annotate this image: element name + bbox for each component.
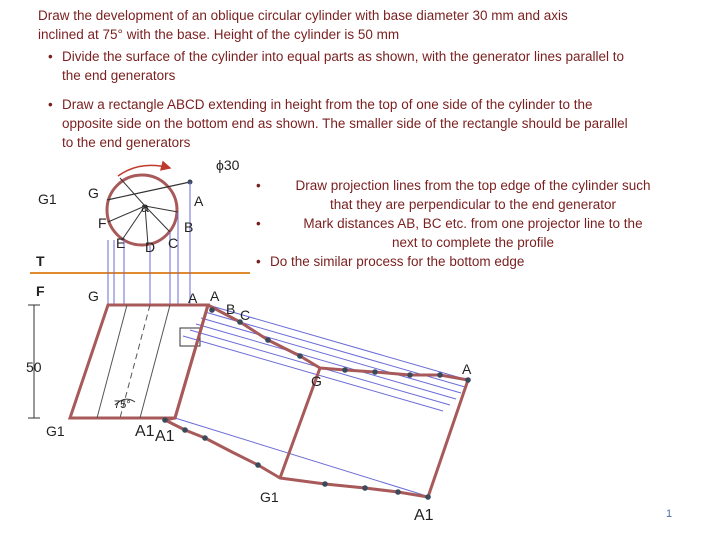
dev-point	[265, 337, 271, 343]
label-a1-bottom: A1	[414, 507, 434, 524]
bullet-5-line-1: Do the similar process for the bottom edge	[270, 254, 525, 269]
dev-point	[407, 372, 413, 378]
label-g-circle: G	[88, 185, 99, 201]
label-a-front: A	[188, 290, 198, 306]
dev-point	[342, 367, 348, 373]
projection-line-a1	[175, 418, 430, 497]
dev-point	[362, 485, 368, 491]
bullet-4-line-1: • Mark distances AB, BC etc. from one projector line to the	[303, 216, 643, 231]
dev-point	[372, 369, 378, 375]
label-angle: 75°	[114, 399, 131, 411]
label-a1-front: A1	[135, 423, 155, 440]
label-g1-bottom: G1	[260, 489, 279, 505]
dev-point	[255, 462, 261, 468]
label-a1-dev: A1	[155, 428, 175, 445]
labels	[26, 157, 472, 524]
heading-line-1: Draw the development of an oblique circular cylinder with base diameter 30 mm and axis	[38, 8, 568, 23]
dev-point	[437, 372, 443, 378]
slide-number: 1	[666, 508, 673, 520]
projection-line-d	[196, 324, 456, 399]
label-c-dev: C	[240, 307, 251, 323]
label-e-circle: E	[116, 235, 126, 251]
label-g-mid: G	[311, 373, 322, 389]
dev-point	[425, 494, 431, 500]
label-diameter: ϕ30	[216, 157, 240, 173]
label-g1-top: G1	[38, 191, 57, 207]
label-a-mid: A	[462, 361, 472, 377]
label-g1-left: G1	[46, 423, 65, 439]
bullet-3-line-2: that they are perpendicular to the end generator	[330, 197, 616, 212]
dev-point	[395, 489, 401, 495]
label-height: 50	[26, 359, 42, 375]
dev-point	[182, 427, 188, 433]
label-f: F	[36, 283, 45, 299]
dev-point	[209, 307, 215, 313]
bullet-3-line-1: • Draw projection lines from the top edge of the cylinder such	[295, 178, 651, 193]
projection-line-c	[201, 318, 461, 393]
front-view-outline	[70, 305, 208, 418]
bullet-1-line-1: • Divide the surface of the cylinder into equal parts as shown, with the generator lines parallel to	[62, 49, 625, 64]
label-b-circle: B	[184, 219, 194, 235]
development-outline	[165, 305, 468, 497]
generator-2	[140, 305, 170, 418]
label-g-front: G	[88, 288, 99, 304]
bullet-2-line-1: • Draw a rectangle ABCD extending in height from the top of one side of the cylinder to the	[62, 97, 593, 112]
heading-line-2: inclined at 75° with the base. Height of the cylinder is 50 mm	[38, 27, 400, 42]
label-a-dev: A	[210, 288, 220, 304]
label-d-circle: D	[145, 239, 156, 255]
dev-point	[297, 353, 303, 359]
dev-point	[202, 435, 208, 441]
label-f-circle: F	[98, 215, 107, 231]
bullet-4-line-2: next to complete the profile	[391, 235, 555, 250]
label-t: T	[36, 253, 45, 269]
bullet-1-line-2: the end generators	[62, 68, 176, 83]
dev-point	[322, 481, 328, 487]
label-a-center: a	[141, 199, 149, 215]
bullet-2-line-3: to the end generators	[62, 135, 191, 150]
dev-point	[465, 377, 471, 383]
label-c-circle: C	[168, 235, 179, 251]
bullet-2-line-2: opposite side on the bottom end as shown. The smaller side of the rectangle should be parallel	[62, 116, 628, 131]
development	[165, 305, 468, 497]
label-a-circle: A	[194, 193, 204, 209]
top-view	[107, 165, 193, 245]
label-b-dev: B	[226, 301, 236, 317]
dev-point	[162, 417, 168, 423]
projection-lines	[175, 305, 468, 497]
